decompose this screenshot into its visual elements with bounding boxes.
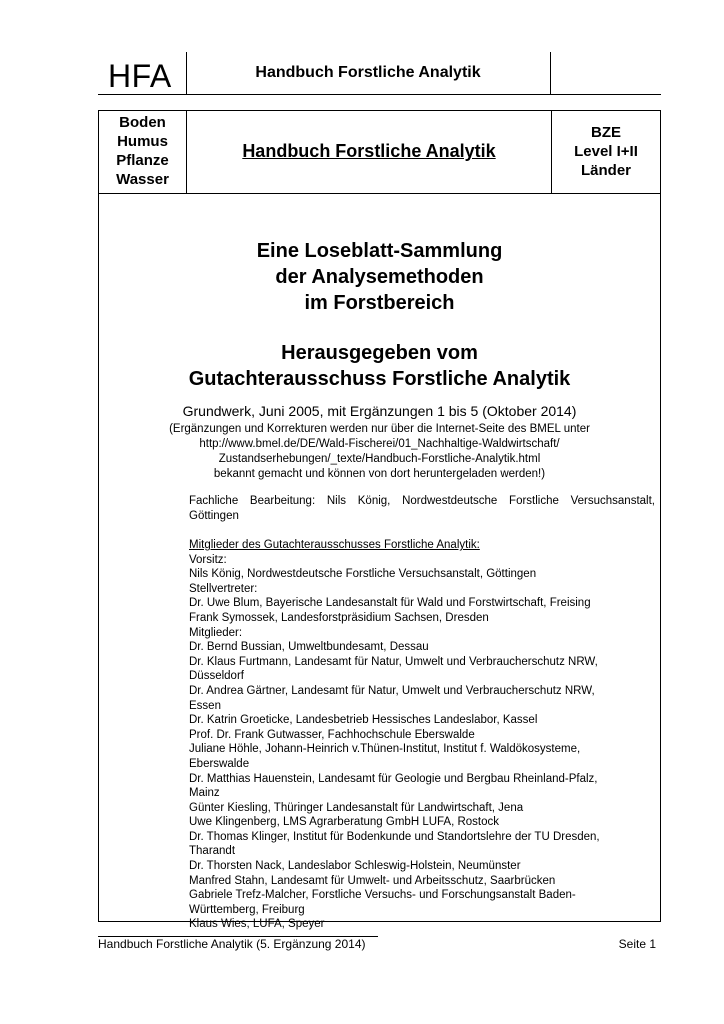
member-line: Frank Symossek, Landesforstpräsidium Sachsen, Dresden [189,611,489,624]
member-line: Düsseldorf [189,670,244,683]
editor-title [99,340,660,392]
member-line: Manfred Stahn, Landesamt für Umwelt- und Arbeitsschutz, Saarbrücken [189,874,556,887]
title-line: der Analysemethoden [275,266,484,288]
member-line: Gabriele Trefz-Malcher, Forstliche Versuchs- und Forschungsanstalt Baden- [189,889,576,902]
program-label: Länder [580,162,631,179]
handbook-title: Handbuch Forstliche Analytik [242,141,496,161]
member-lines [189,553,655,932]
program-cell [551,111,660,193]
note-line: bekannt gemacht und können von dort heruntergeladen werden!) [213,468,546,480]
member-line: Dr. Bernd Bussian, Umweltbundesamt, Dessau [189,641,429,654]
title-line: Herausgegeben vom [281,342,478,364]
media-label: Humus [117,133,168,150]
note-url-line: http://www.bmel.de/DE/Wald-Fischerei/01_Nachhaltige-Waldwirtschaft/ [199,438,560,450]
program-label: Level I+II [574,143,638,160]
footer-title: Handbuch Forstliche Analytik (5. Ergänzung 2014) [98,937,366,951]
member-line: Tharandt [189,845,236,858]
hfa-logo: HFA [108,58,172,94]
member-line: Uwe Klingenberg, LMS Agrarberatung GmbH LUFA, Rostock [189,816,500,829]
member-line: Stellvertreter: [189,582,258,595]
page-header-title: Handbuch Forstliche Analytik [255,64,481,81]
member-line: Prof. Dr. Frank Gutwasser, Fachhochschule Eberswalde [189,728,475,741]
member-line: Mainz [189,787,220,800]
page-number: Seite 1 [618,937,656,951]
member-line: Nils König, Nordwestdeutsche Forstliche Versuchsanstalt, Göttingen [189,568,537,581]
member-line: Günter Kiesling, Thüringer Landesanstalt für Landwirtschaft, Jena [189,801,524,814]
frame-header [99,111,660,194]
page-header [98,52,661,96]
member-line: Juliane Höhle, Johann-Heinrich v.Thünen-Institut, Institut f. Waldökosysteme, [189,743,581,756]
handbook-title-cell [187,111,551,193]
header-rule [98,94,661,95]
members-heading: Mitglieder des Gutachterausschusses Forstliche Analytik: [189,539,480,551]
member-line: Dr. Klaus Furtmann, Landesamt für Natur, Umwelt und Verbraucherschutz NRW, [189,655,598,668]
title-line: im Forstbereich [304,292,455,314]
title-page-frame [98,110,661,931]
member-line: Dr. Matthias Hauenstein, Landesamt für Geologie und Bergbau Rheinland-Pfalz, [189,772,598,785]
member-line: Vorsitz: [189,553,227,566]
header-divider [550,52,551,94]
media-label: Pflanze [116,152,169,169]
note-url-line: Zustandserhebungen/_texte/Handbuch-Forstliche-Analytik.html [218,453,541,465]
member-line: Eberswalde [189,757,250,770]
member-line: Württemberg, Freiburg [189,903,305,916]
member-line: Klaus Wies, LUFA, Speyer [189,918,325,931]
media-cell [99,111,187,193]
committee-members [189,538,655,932]
member-line: Dr. Andrea Gärtner, Landesamt für Natur, Umwelt und Verbraucherschutz NRW, [189,684,595,697]
title-line: Eine Loseblatt-Sammlung [256,240,503,262]
member-line: Dr. Uwe Blum, Bayerische Landesanstalt für Wald und Forstwirtschaft, Freising [189,597,591,610]
media-label: Wasser [116,171,169,188]
collection-title [99,238,660,316]
member-line: Dr. Thomas Klinger, Institut für Bodenkunde und Standortslehre der TU Dresden, [189,830,600,843]
member-line: Essen [189,699,221,712]
title-line: Gutachterausschuss Forstliche Analytik [188,368,571,390]
program-label: BZE [591,124,621,141]
note-line: (Ergänzungen und Korrekturen werden nur über die Internet-Seite des BMEL unter [169,423,590,435]
member-line: Dr. Katrin Groeticke, Landesbetrieb Hessisches Landeslabor, Kassel [189,714,538,727]
edition-info: Grundwerk, Juni 2005, mit Ergänzungen 1 bis 5 (Oktober 2014) [182,403,577,419]
member-line: Dr. Thorsten Nack, Landeslabor Schleswig-Holstein, Neumünster [189,860,521,873]
media-label: Boden [119,114,166,131]
technical-editing: Fachliche Bearbeitung: Nils König, Nordwestdeutsche Forstliche Versuchsanstalt, Göttingen [189,495,655,522]
member-line: Mitglieder: [189,626,243,639]
update-notes [99,422,660,482]
